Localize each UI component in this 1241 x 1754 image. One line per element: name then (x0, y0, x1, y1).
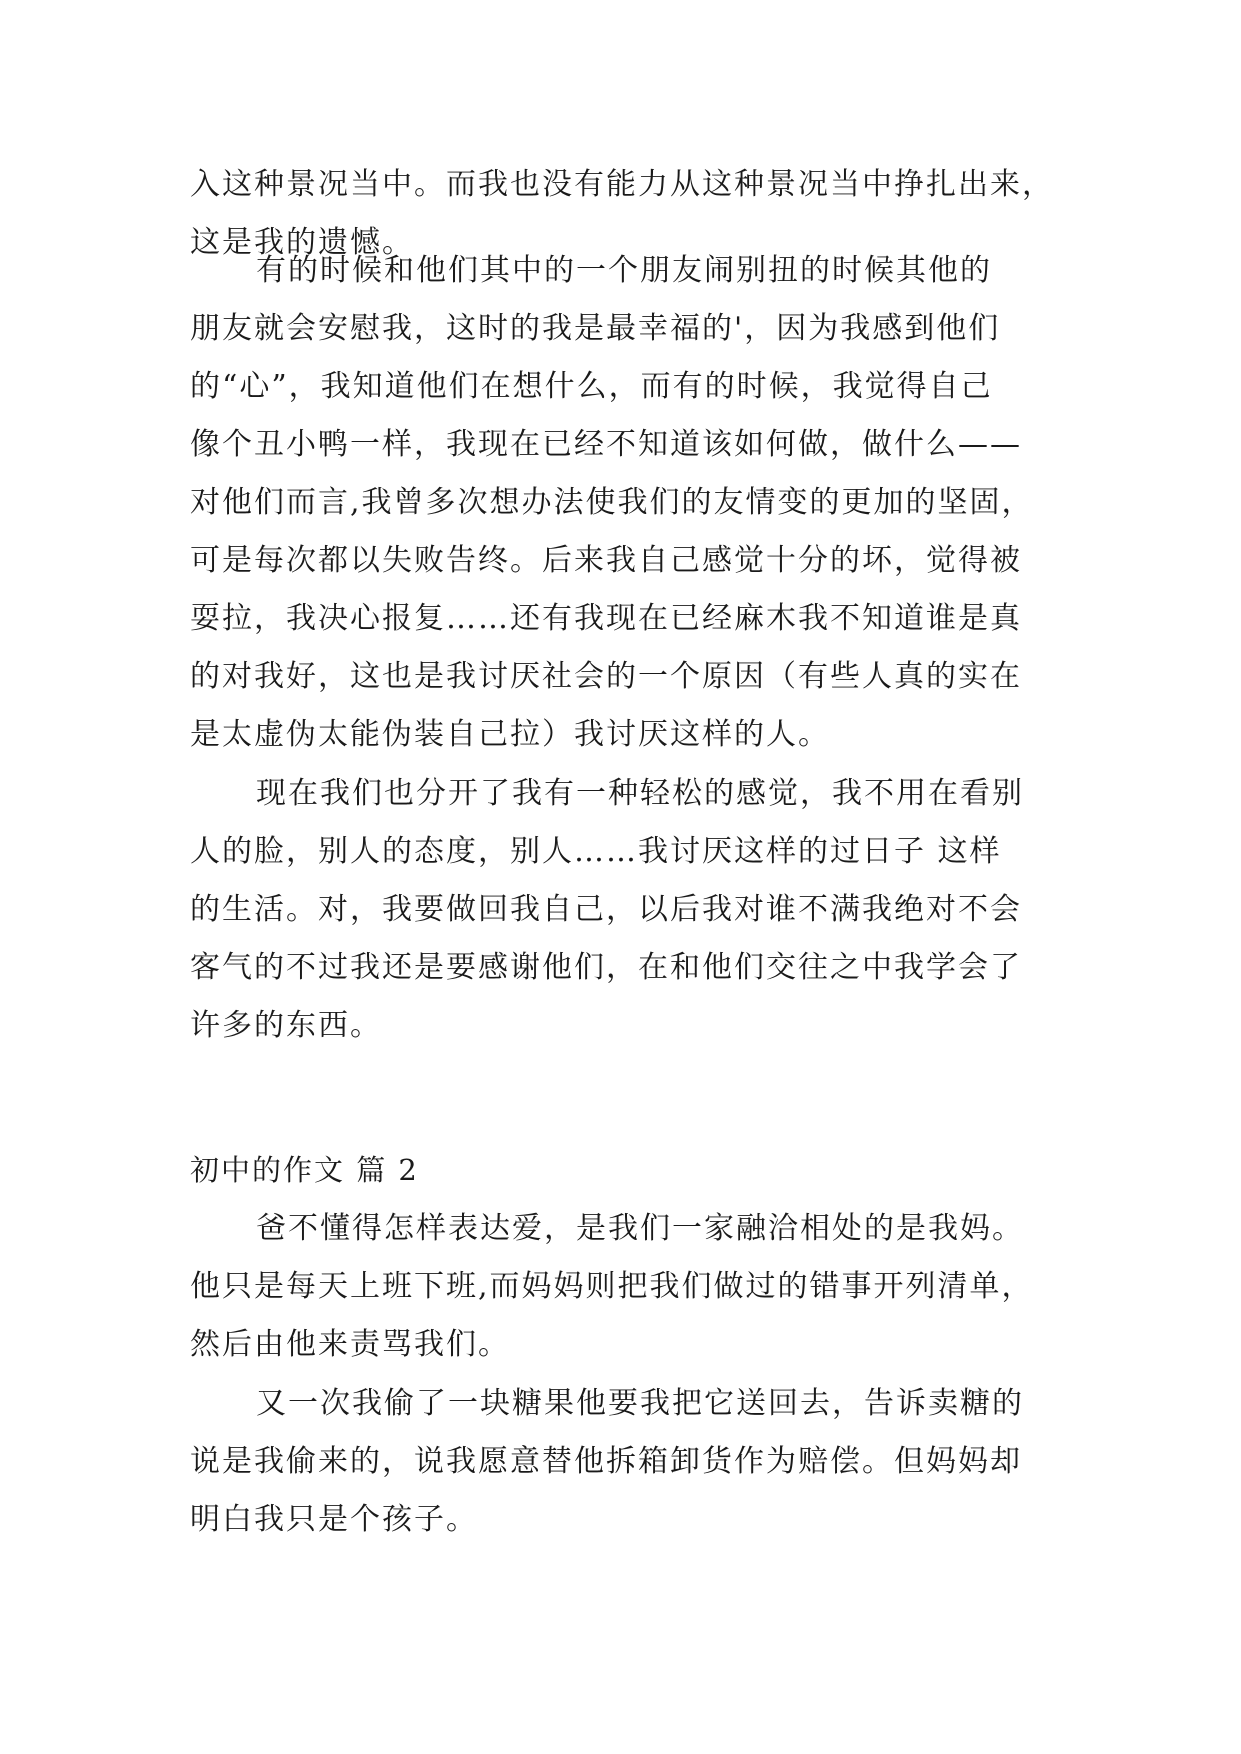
section-heading-block (190, 1141, 1070, 1199)
paragraph-line: 朋友就会安慰我，这时的我是最幸福的'，因为我感到他们 (190, 311, 1001, 346)
paragraph-line: 的“心”，我知道他们在想什么，而有的时候，我觉得自己 (190, 369, 993, 404)
section-heading: 初中的作文 篇 2 (190, 1153, 419, 1187)
paragraph-line: 入这种景况当中。而我也没有能力从这种景况当中挣扎出来， (190, 167, 1054, 202)
paragraph-line: 耍拉，我决心报复……还有我现在已经麻木我不知道谁是真 (190, 601, 1022, 636)
paragraph-line: 现在我们也分开了我有一种轻松的感觉，我不用在看别 (256, 776, 1024, 811)
paragraph-line: 像个丑小鸭一样，我现在已经不知道该如何做，做什么—— (190, 427, 1022, 462)
paragraph-5 (190, 1375, 1070, 1549)
paragraph-line: 对他们而言,我曾多次想办法使我们的友情变的更加的坚固， (190, 485, 1034, 520)
paragraph-line: 爸不懂得怎样表达爱，是我们一家融洽相处的是我妈。 (256, 1211, 1024, 1246)
paragraph-4 (190, 1200, 1070, 1374)
paragraph-line: 又一次我偷了一块糖果他要我把它送回去，告诉卖糖的 (256, 1386, 1024, 1421)
paragraph-line: 是太虚伪太能伪装自己拉）我讨厌这样的人。 (190, 717, 830, 752)
paragraph-line: 说是我偷来的，说我愿意替他拆箱卸货作为赔偿。但妈妈却 (190, 1444, 1022, 1479)
paragraph-line: 他只是每天上班下班,而妈妈则把我们做过的错事开列清单， (190, 1269, 1034, 1304)
paragraph-line: 有的时候和他们其中的一个朋友闹别扭的时候其他的 (256, 253, 992, 288)
paragraph-line: 许多的东西。 (190, 1008, 382, 1043)
paragraph-line: 然后由他来责骂我们。 (190, 1327, 510, 1362)
paragraph-line: 这是我的遗憾。 (190, 225, 414, 260)
paragraph-3 (190, 765, 1070, 1055)
paragraph-2 (190, 242, 1070, 764)
paragraph-line: 人的脸，别人的态度，别人……我讨厌这样的过日子 这样 (190, 834, 1002, 869)
paragraph-line: 客气的不过我还是要感谢他们，在和他们交往之中我学会了 (190, 950, 1022, 985)
paragraph-line: 的生活。对，我要做回我自己，以后我对谁不满我绝对不会 (190, 892, 1022, 927)
paragraph-line: 明白我只是个孩子。 (190, 1502, 478, 1537)
paragraph-line: 可是每次都以失败告终。后来我自己感觉十分的坏，觉得被 (190, 543, 1022, 578)
paragraph-line: 的对我好，这也是我讨厌社会的一个原因（有些人真的实在 (190, 659, 1022, 694)
